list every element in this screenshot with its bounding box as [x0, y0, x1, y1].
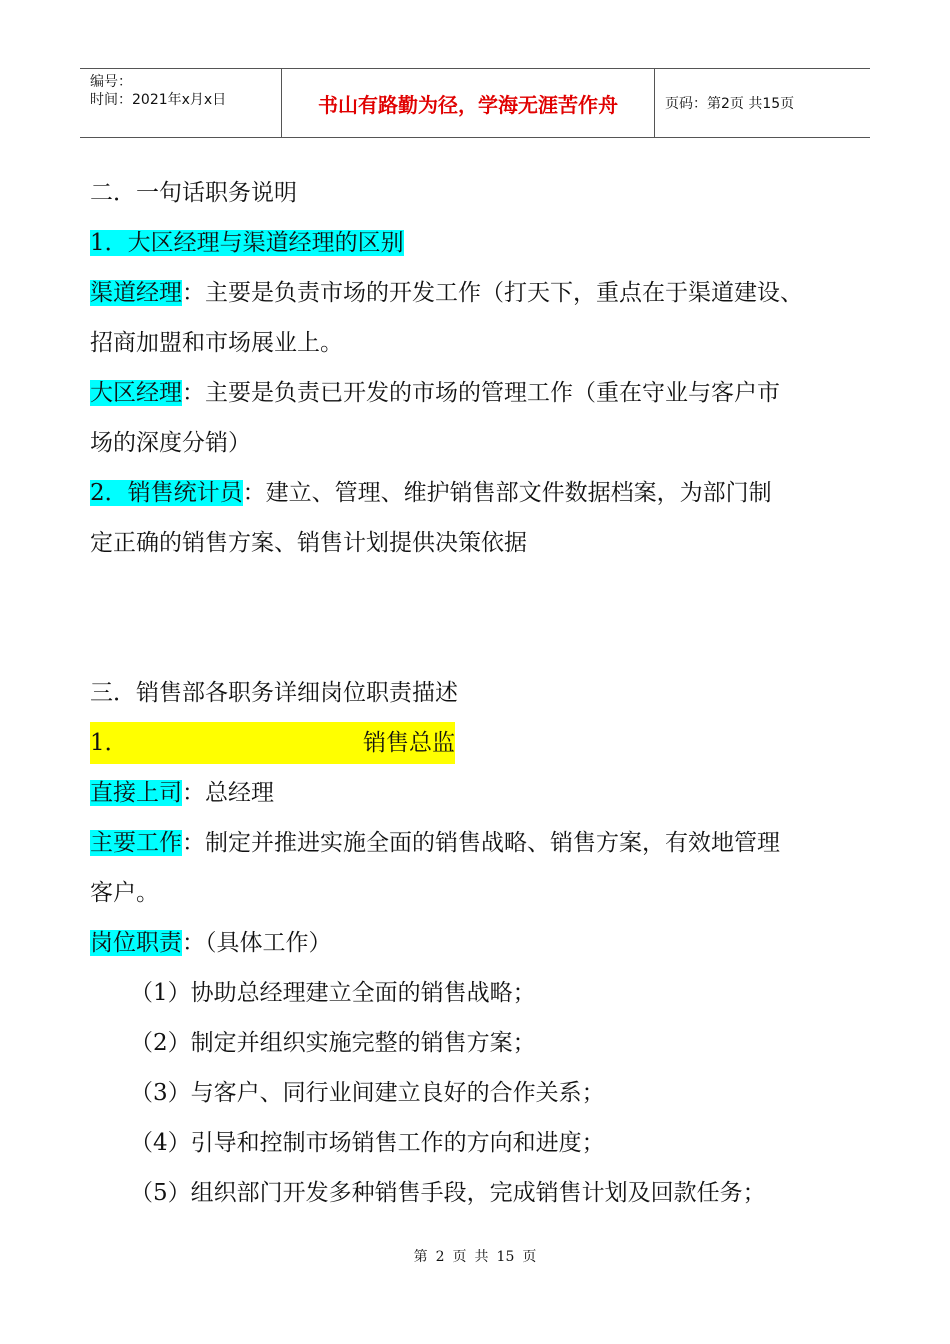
- paragraph-line: 渠道经理：主要是负责市场的开发工作（打天下，重点在于渠道建设、: [90, 280, 803, 306]
- header-meta: [80, 69, 282, 137]
- footer-total-pages: 15: [496, 1249, 515, 1265]
- paragraph-line: 岗位职责：（具体工作）: [90, 930, 332, 956]
- highlight-label: 直接上司: [90, 780, 182, 806]
- paragraph-line: 定正确的销售方案、销售计划提供决策依据: [90, 530, 527, 556]
- page-footer: 第 2 页 共 15 页: [413, 1249, 537, 1265]
- document-number: 编号：: [90, 74, 132, 90]
- item-heading: 1．大区经理与渠道经理的区别: [90, 230, 404, 256]
- paragraph-line: 直接上司：总经理: [90, 780, 274, 806]
- footer-page-number: 2: [435, 1249, 445, 1265]
- spacer: [90, 572, 880, 672]
- highlight-label: 渠道经理: [90, 280, 182, 306]
- highlight-label: 2．销售统计员: [90, 480, 243, 506]
- header-motto: 书山有路勤为径，学海无涯苦作舟: [282, 69, 655, 137]
- page-header: [80, 68, 870, 138]
- document-time: 时间：2021年x月x日: [90, 92, 227, 108]
- section-heading: 二．一句话职务说明: [90, 180, 297, 206]
- highlight-label: 岗位职责: [90, 930, 182, 956]
- paragraph-line: 大区经理：主要是负责已开发的市场的管理工作（重在守业与客户市: [90, 380, 780, 406]
- paragraph-line: 场的深度分销）: [90, 430, 251, 456]
- section-heading: 三．销售部各职务详细岗位职责描述: [90, 680, 458, 706]
- paragraph-line: 主要工作：制定并推进实施全面的销售战略、销售方案，有效地管理: [90, 830, 780, 856]
- document-body: [90, 172, 880, 1222]
- item-heading: 1． 销售总监: [90, 722, 880, 772]
- paragraph-line: 2．销售统计员：建立、管理、维护销售部文件数据档案，为部门制: [90, 480, 772, 506]
- list-item: （5）组织部门开发多种销售手段，完成销售计划及回款任务；: [130, 1180, 766, 1206]
- highlight-label: 主要工作: [90, 830, 182, 856]
- paragraph-line: 客户。: [90, 880, 159, 906]
- list-item: （2）制定并组织实施完整的销售方案；: [130, 1030, 536, 1056]
- header-page-info: 页码：第2页 共15页: [665, 96, 795, 112]
- paragraph-line: 招商加盟和市场展业上。: [90, 330, 343, 356]
- list-item: （4）引导和控制市场销售工作的方向和进度；: [130, 1130, 605, 1156]
- list-item: （3）与客户、同行业间建立良好的合作关系；: [130, 1080, 605, 1106]
- list-item: （1）协助总经理建立全面的销售战略；: [130, 980, 536, 1006]
- highlight-label: 大区经理: [90, 380, 182, 406]
